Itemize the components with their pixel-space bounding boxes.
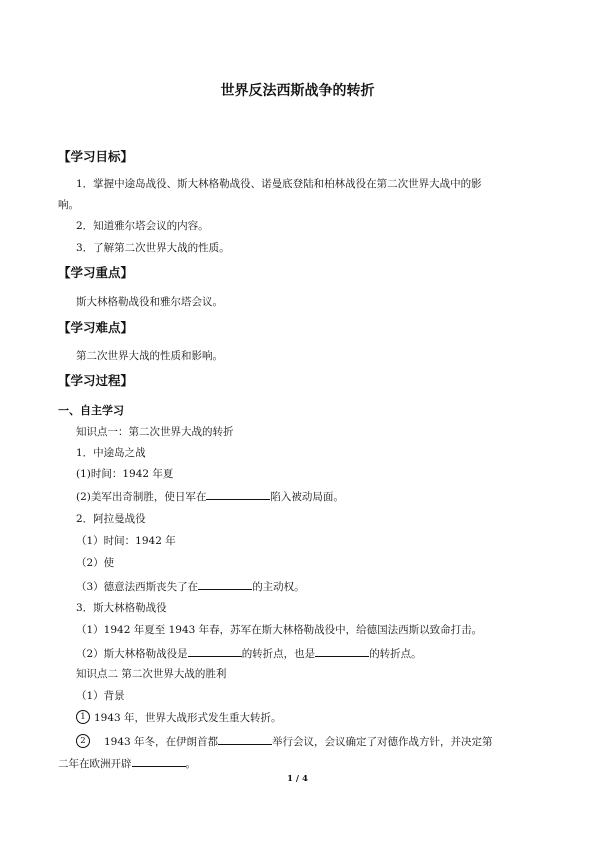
knowledge-point-2: 知识点二 第二次世界大战的胜利 bbox=[76, 668, 227, 680]
goal-3: 3．了解第二次世界大战的性质。 bbox=[76, 242, 230, 254]
section-heading-goals: 【学习目标】 bbox=[58, 149, 134, 164]
alamein-item-3 bbox=[76, 578, 305, 594]
alamein-item-3-prefix: （3）德意法西斯丧失了在 bbox=[76, 581, 199, 593]
background-item-2-prefix: 1943 年冬，在伊朗首都 bbox=[104, 736, 219, 748]
midway-time: (1)时间：1942 年夏 bbox=[76, 468, 174, 480]
alamein-time: （1）时间：1942 年 bbox=[76, 535, 176, 547]
section-heading-key-points: 【学习重点】 bbox=[58, 265, 134, 280]
background-item-1-text: 1943 年，世界大战形式发生重大转折。 bbox=[94, 712, 282, 724]
document-title: 世界反法西斯战争的转折 bbox=[220, 83, 375, 99]
section-heading-process: 【学习过程】 bbox=[58, 373, 134, 388]
goal-2: 2．知道雅尔塔会议的内容。 bbox=[76, 220, 209, 232]
midway-result-suffix: 陷入被动局面。 bbox=[270, 491, 344, 503]
background-item-2-continued-prefix: 二年在欧洲开辟 bbox=[58, 758, 132, 770]
blank-field bbox=[315, 645, 369, 657]
page-number: 1 / 4 bbox=[287, 774, 308, 784]
stalingrad-item-2-suffix: 的转折点。 bbox=[369, 648, 422, 660]
background-item-2-continued bbox=[58, 755, 196, 771]
circled-number-2: 2 bbox=[76, 734, 90, 748]
blank-field bbox=[188, 645, 242, 657]
background-item-2-middle: 举行会议，会议确定了对德作战方针，并决定第 bbox=[272, 736, 493, 748]
difficult-points-text: 第二次世界大战的性质和影响。 bbox=[76, 350, 223, 362]
stalingrad-item-2 bbox=[76, 645, 422, 661]
midway-heading: 1．中途岛之战 bbox=[76, 447, 146, 459]
background-item-2 bbox=[76, 733, 493, 749]
midway-result-prefix: (2)美军出奇制胜，使日军在 bbox=[76, 491, 207, 503]
goal-1-line-2: 响。 bbox=[58, 199, 79, 211]
goal-1-line-1: 1．掌握中途岛战役、斯大林格勒战役、诺曼底登陆和柏林战役在第二次世界大战中的影 bbox=[76, 178, 482, 190]
background-item-2-continued-suffix: 。 bbox=[185, 758, 196, 770]
alamein-heading: 2．阿拉曼战役 bbox=[76, 513, 146, 525]
blank-field bbox=[206, 488, 270, 500]
blank-field bbox=[218, 733, 272, 745]
part-1-heading: 一、自主学习 bbox=[58, 404, 124, 417]
blank-field bbox=[132, 755, 186, 767]
alamein-item-3-suffix: 的主动权。 bbox=[252, 581, 305, 593]
alamein-item-2: （2）使 bbox=[76, 557, 115, 569]
circled-number-1: 1 bbox=[76, 710, 90, 724]
stalingrad-item-1: （1）1942 年夏至 1943 年春，苏军在斯大林格勒战役中，给德国法西斯以致命打击。 bbox=[76, 624, 483, 636]
stalingrad-heading: 3．斯大林格勒战役 bbox=[76, 602, 167, 614]
section-heading-difficult-points: 【学习难点】 bbox=[58, 320, 134, 335]
knowledge-point-1: 知识点一：第二次世界大战的转折 bbox=[76, 426, 234, 438]
key-points-text: 斯大林格勒战役和雅尔塔会议。 bbox=[76, 296, 223, 308]
stalingrad-item-2-middle: 的转折点，也是 bbox=[241, 648, 316, 660]
blank-field bbox=[198, 578, 252, 590]
background-heading: （1）背景 bbox=[76, 690, 125, 702]
stalingrad-item-2-prefix: （2）斯大林格勒战役是 bbox=[76, 648, 188, 660]
midway-result bbox=[76, 488, 344, 504]
background-item-1 bbox=[76, 711, 282, 725]
